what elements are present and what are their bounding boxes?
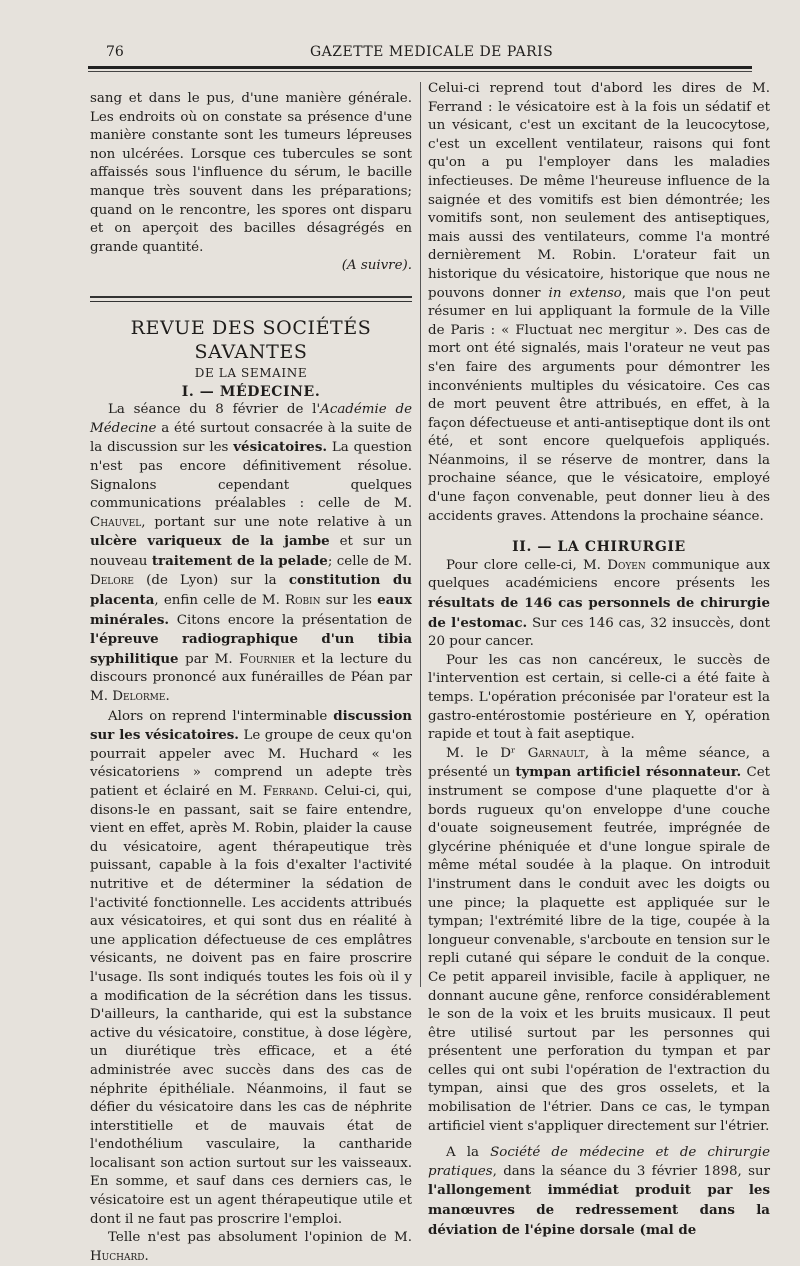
- body-paragraph-5: Pour clore celle-ci, M. Doyen communique aux quelques académiciens encore présents les résultats de 146 cas personnels de chirurgie de l'estomac. Sur ces 146 cas, 32 insuccès, dont 20 pour cancer.: [428, 557, 770, 650]
- page-number: 76: [106, 44, 124, 60]
- body-paragraph-2: Alors on reprend l'interminable discussion sur les vésicatoires. Le groupe de ceux qu'on pourrait appeler avec M. Huchard « les vésicatoriens » comprend un adepte très patient et éclairé en M. Ferrand. Celui-ci, qui, disons-le en passant, sait se faire entendre, vient en effet, après M. Robin, plaider la cause du vésicatoire, agent thérapeutique très puissant, capable à la fois d'exalter l'activité nutritive et de déterminer la sédation de l'activité fonctionnelle. Les accidents attribués aux vésicatoires, et qui sont dus en réalité à une application défectueuse de ces emplâtres vésicants, ne doivent pas en faire proscrire l'usage. Ils sont indiqués toutes les fois où il y a modification de la sécrétion dans les tissus. D'ailleurs, la cantharide, qui est la substance active du vésicatoire, constitue, à dose légère, un diurétique très efficace, et a été administrée avec succès dans des cas de néphrite épithéliale. Néanmoins, il faut se défier du vésicatoire dans les cas de néphrite interstitielle et de mauvais état de l'endothélium vasculaire, la cantharide localisant son action surtout sur les vaisseaux. En somme, et sauf dans ces derniers cas, le vésicatoire est un agent thérapeutique utile et dont il ne faut pas proscrire l'emploi.: [90, 707, 412, 1227]
- to-be-continued-note: (A suivre).: [341, 258, 412, 274]
- body-paragraph-8: A la Société de médecine et de chirurgie pratiques, dans la séance du 3 février 1898, sur l'allongement immédiat produit par les manœuvres de redressement dans la déviation de l'épine dorsale (mal de: [428, 1145, 771, 1238]
- section-double-rule: [90, 296, 412, 302]
- body-paragraph-7: M. le Dʳ Garnault, à la même séance, a présenté un tympan artificiel résonnateur. Cet instrument se compose d'une plaquette d'or à bords rugueux qu'on enveloppe d'une couche d'ouate soigneusement feutrée, imprégnée de glycérine phéniquée et d'une longue spirale de même métal soudée à la plaque. On introduit l'instrument dans le conduit avec les doigts ou une pince; la plaquette est appliquée sur le tympan; l'extrémité libre de la tige, coupée à la longueur convenable, s'arcboute en tension sur le repli cutané qui sépare le conduit de la conque. Ce petit appareil invisible, facile à appliquer, ne donnant aucune gêne, renforce considérablement le son de la voix et les bruits musicaux. Il peut être utilisé surtout par les personnes qui présentent une perforation du tympan et par celles qui ont subi l'opération de l'extraction du tympan, ainsi que des gros osselets, et la mobilisation de l'étrier. Dans ce cas, le tympan artificiel vient s'appliquer directement sur l'étrier.: [428, 745, 770, 1134]
- section-heading-medecine: I. — MÉDECINE.: [181, 383, 321, 400]
- continued-paragraph: sang et dans le pus, d'une manière générale. Les endroits où on constate sa présence d'une manière constante sont les tumeurs lépreuses non ulcérées. Lorsque ces tubercules se sont affaissés sous l'influence du sérum, le bacille manque très souvent dans les préparations; quand on le rencontre, les spores ont disparu et on aperçoit des bacilles désagrégés en grande quantité.: [90, 91, 412, 255]
- article-subtitle: DE LA SEMAINE: [194, 365, 308, 380]
- section-heading-chirurgie: II. — LA CHIRURGIE: [512, 539, 686, 556]
- body-paragraph-4: Celui-ci reprend tout d'abord les dires de M. Ferrand : le vésicatoire est à la fois un sédatif et un vésicant, c'est un excitant de la leucocytose, c'est un excellent ventilateur, raisons qui font qu'on a pu l'employer dans les maladies infectieuses. De même l'heureuse influence de la saignée et des vomitifs est bien démontrée; les vomitifs sont, non seulement des antiseptiques, mais aussi des ventilateurs, comme l'a montré dernièrement M. Robin. L'orateur fait un historique du vésicatoire, historique que nous ne pouvons donner in extenso, mais que l'on peut résumer en lui appliquant la formule de la Ville de Paris : « Fluctuat nec mergitur ». Des cas de mort ont été signalés, mais l'orateur ne veut pas s'en faire des arguments pour démontrer les inconvénients multiples du vésicatoire. Ces cas de mort peuvent être attribués, en effet, à la façon défectueuse et anti-antiseptique dont ils ont été, et sont encore quelquefois appliqués. Néanmoins, il se réserve de montrer, dans la prochaine séance, que le vésicatoire, employé d'une façon convenable, peut donner lieu à des accidents graves. Attendons la prochaine séance.: [428, 81, 770, 524]
- body-paragraph-6: Pour les cas non cancéreux, le succès de l'intervention est certain, si celle-ci a été faite à temps. L'opération préconisée par l'orateur est la gastro-entérostomie postérieure en Y, opération rapide et tout à fait aseptique.: [428, 652, 770, 743]
- column-rule: [420, 82, 421, 987]
- body-paragraph-3: Telle n'est pas absolument l'opinion de M. Huchard.: [90, 1230, 412, 1264]
- running-title: GAZETTE MEDICALE DE PARIS: [310, 44, 554, 60]
- header-rule-thick: [88, 66, 752, 69]
- article-title: REVUE DES SOCIÉTÉS SAVANTES: [130, 316, 372, 363]
- body-paragraph-1: La séance du 8 février de l'Académie de Médecine a été surtout consacrée à la suite de la discussion sur les vésicatoires. La question n'est pas encore définitivement résolue. Signalons cependant quelques communications préalables : celle de M. Chauvel, portant sur une note relative à un ulcère variqueux de la jambe et sur un nouveau traitement de la pelade; celle de M. Delore (de Lyon) sur la constitution du placenta, enfin celle de M. Robin sur les eaux minérales. Citons encore la présentation de l'épreuve radiographique d'un tibia syphilitique par M. Fournier et la lecture du discours prononcé aux funérailles de Péan par M. Delorme.: [90, 402, 413, 705]
- right-column: [428, 80, 770, 1240]
- header-rule-thin: [88, 71, 752, 72]
- left-column: [90, 90, 412, 1266]
